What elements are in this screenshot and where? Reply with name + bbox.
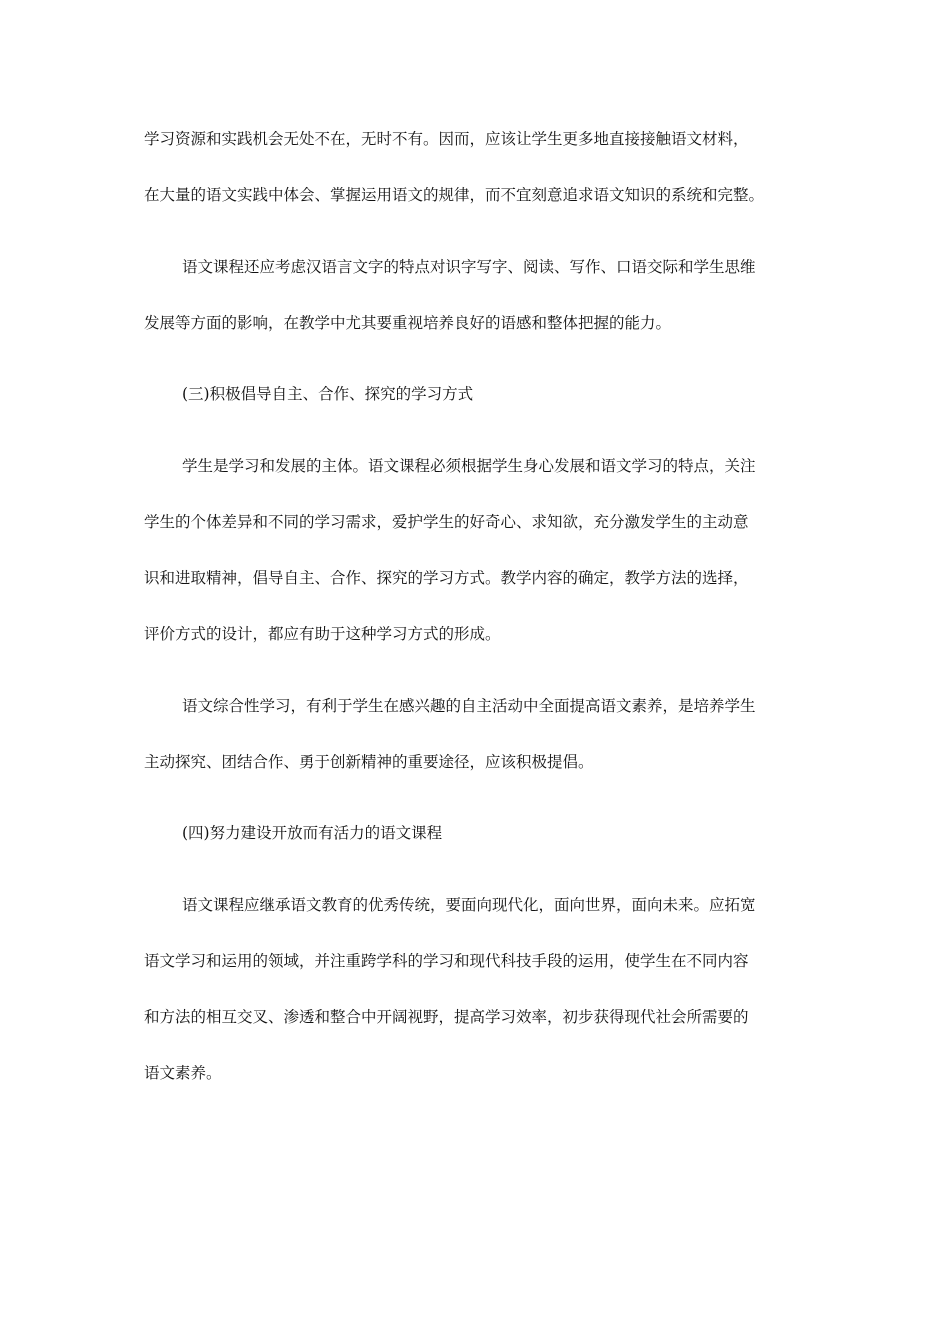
paragraph-continuation-line: 语文学习和运用的领域，并注重跨学科的学习和现代科技手段的运用，使学生在不同内容 bbox=[144, 952, 749, 970]
paragraph-first-line: 语文课程还应考虑汉语言文字的特点对识字写字、阅读、写作、口语交际和学生思维 bbox=[182, 258, 756, 276]
paragraph-first-line: 语文综合性学习，有利于学生在感兴趣的自主活动中全面提高语文素养，是培养学生 bbox=[182, 697, 756, 715]
paragraph-first-line: 语文课程应继承语文教育的优秀传统，要面向现代化，面向世界，面向未来。应拓宽 bbox=[182, 896, 756, 914]
paragraph-continuation-line: 识和进取精神，倡导自主、合作、探究的学习方式。教学内容的确定，教学方法的选择， bbox=[144, 569, 749, 587]
paragraph-continuation-line: 主动探究、团结合作、勇于创新精神的重要途径，应该积极提倡。 bbox=[144, 753, 594, 771]
paragraph-continuation-line: 发展等方面的影响，在教学中尤其要重视培养良好的语感和整体把握的能力。 bbox=[144, 314, 672, 332]
paragraph-continuation-line: 在大量的语文实践中体会、掌握运用语文的规律，而不宜刻意追求语文知识的系统和完整。 bbox=[144, 186, 765, 204]
paragraph-continuation-line: 和方法的相互交叉、渗透和整合中开阔视野，提高学习效率，初步获得现代社会所需要的 bbox=[144, 1008, 749, 1026]
paragraph-continuation-line: 学生的个体差异和不同的学习需求，爱护学生的好奇心、求知欲，充分激发学生的主动意 bbox=[144, 513, 749, 531]
paragraph-continuation-line: 学习资源和实践机会无处不在，无时不有。因而，应该让学生更多地直接接触语文材料， bbox=[144, 130, 749, 148]
paragraph-first-line: 学生是学习和发展的主体。语文课程必须根据学生身心发展和语文学习的特点，关注 bbox=[182, 457, 756, 475]
section-heading-three: (三)积极倡导自主、合作、探究的学习方式 bbox=[182, 385, 474, 403]
paragraph-continuation-line: 语文素养。 bbox=[144, 1064, 222, 1082]
section-heading-four: (四)努力建设开放而有活力的语文课程 bbox=[182, 824, 443, 842]
paragraph-continuation-line: 评价方式的设计，都应有助于这种学习方式的形成。 bbox=[144, 625, 501, 643]
